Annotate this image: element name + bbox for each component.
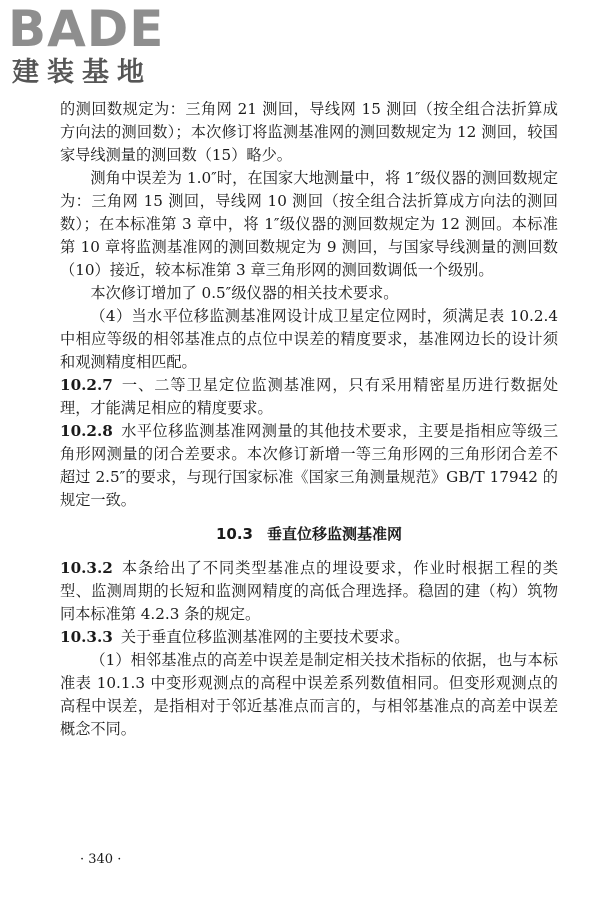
section-title: 垂直位移监测基准网: [267, 525, 403, 543]
page-number: · 340 ·: [80, 852, 122, 867]
clause-10-3-2: [60, 557, 558, 626]
paragraph-height-error: （1）相邻基准点的高差中误差是制定相关技术指标的依据，也与本标准表 10.1.3 中变形观测点的高程中误差系列数值相同。但变形观测点的高程中误差，是指相对于邻近基准点而言的，与相邻基准点的高差中误差概念不同。: [60, 651, 558, 738]
clause-10-2-7: [60, 374, 558, 420]
section-number: 10.3: [215, 525, 253, 543]
paragraph-continuation: 的测回数规定为：三角网 21 测回，导线网 15 测回（按全组合法折算成方向法的测回数）；本次修订将监测基准网的测回数规定为 12 测回，较国家导线测量的测回数（15）略少。: [60, 100, 558, 164]
paragraph-satellite-network: （4）当水平位移监测基准网设计成卫星定位网时，须满足表 10.2.4 中相应等级的相邻基准点的点位中误差的精度要求，基准网边长的设计须和观测精度相匹配。: [60, 307, 558, 371]
clause-number: 10.2.8: [60, 422, 113, 440]
clause-text: 关于垂直位移监测基准网的主要技术要求。: [120, 628, 410, 646]
paragraph-revision-note: 本次修订增加了 0.5″级仪器的相关技术要求。: [90, 284, 399, 302]
clause-10-3-3: [60, 626, 558, 649]
document-body: [60, 98, 558, 741]
logo-wordmark: BADE: [8, 0, 165, 58]
paragraph-angle-error: 测角中误差为 1.0″时，在国家大地测量中，将 1″级仪器的测回数规定为：三角网 15 测回，导线网 10 测回（按全组合法折算成方向法的测回数）；在本标准第 3 章中，将 1″级仪器的测回数规定为 12 测回。本标准第 10 章将监测基准网的测回数规定为 9 测回，与国家导线测量的测回数（10）接近，较本标准第 3 章三角形网的测回数调低一个级别。: [60, 169, 558, 279]
clause-text: 水平位移监测基准网测量的其他技术要求，主要是指相应等级三角形网测量的闭合差要求。本次修订新增一等三角形网的三角形闭合差不超过 2.5″的要求，与现行国家标准《国家三角测量规范》GB/T 17942 的规定一致。: [60, 422, 558, 509]
clause-text: 一、二等卫星定位监测基准网，只有采用精密星历进行数据处理，才能满足相应的精度要求。: [60, 376, 558, 417]
brand-logo: [8, 0, 178, 88]
clause-10-2-8: [60, 420, 558, 512]
clause-number: 10.3.3: [60, 628, 113, 646]
clause-text: 本条给出了不同类型基准点的埋设要求，作业时根据工程的类型、监测周期的长短和监测网精度的高低合理选择。稳固的建（构）筑物同本标准第 4.2.3 条的规定。: [60, 559, 558, 623]
section-heading: [60, 523, 558, 546]
clause-number: 10.3.2: [60, 559, 113, 577]
clause-number: 10.2.7: [60, 376, 113, 394]
logo-subtitle: 建装基地: [12, 57, 152, 88]
